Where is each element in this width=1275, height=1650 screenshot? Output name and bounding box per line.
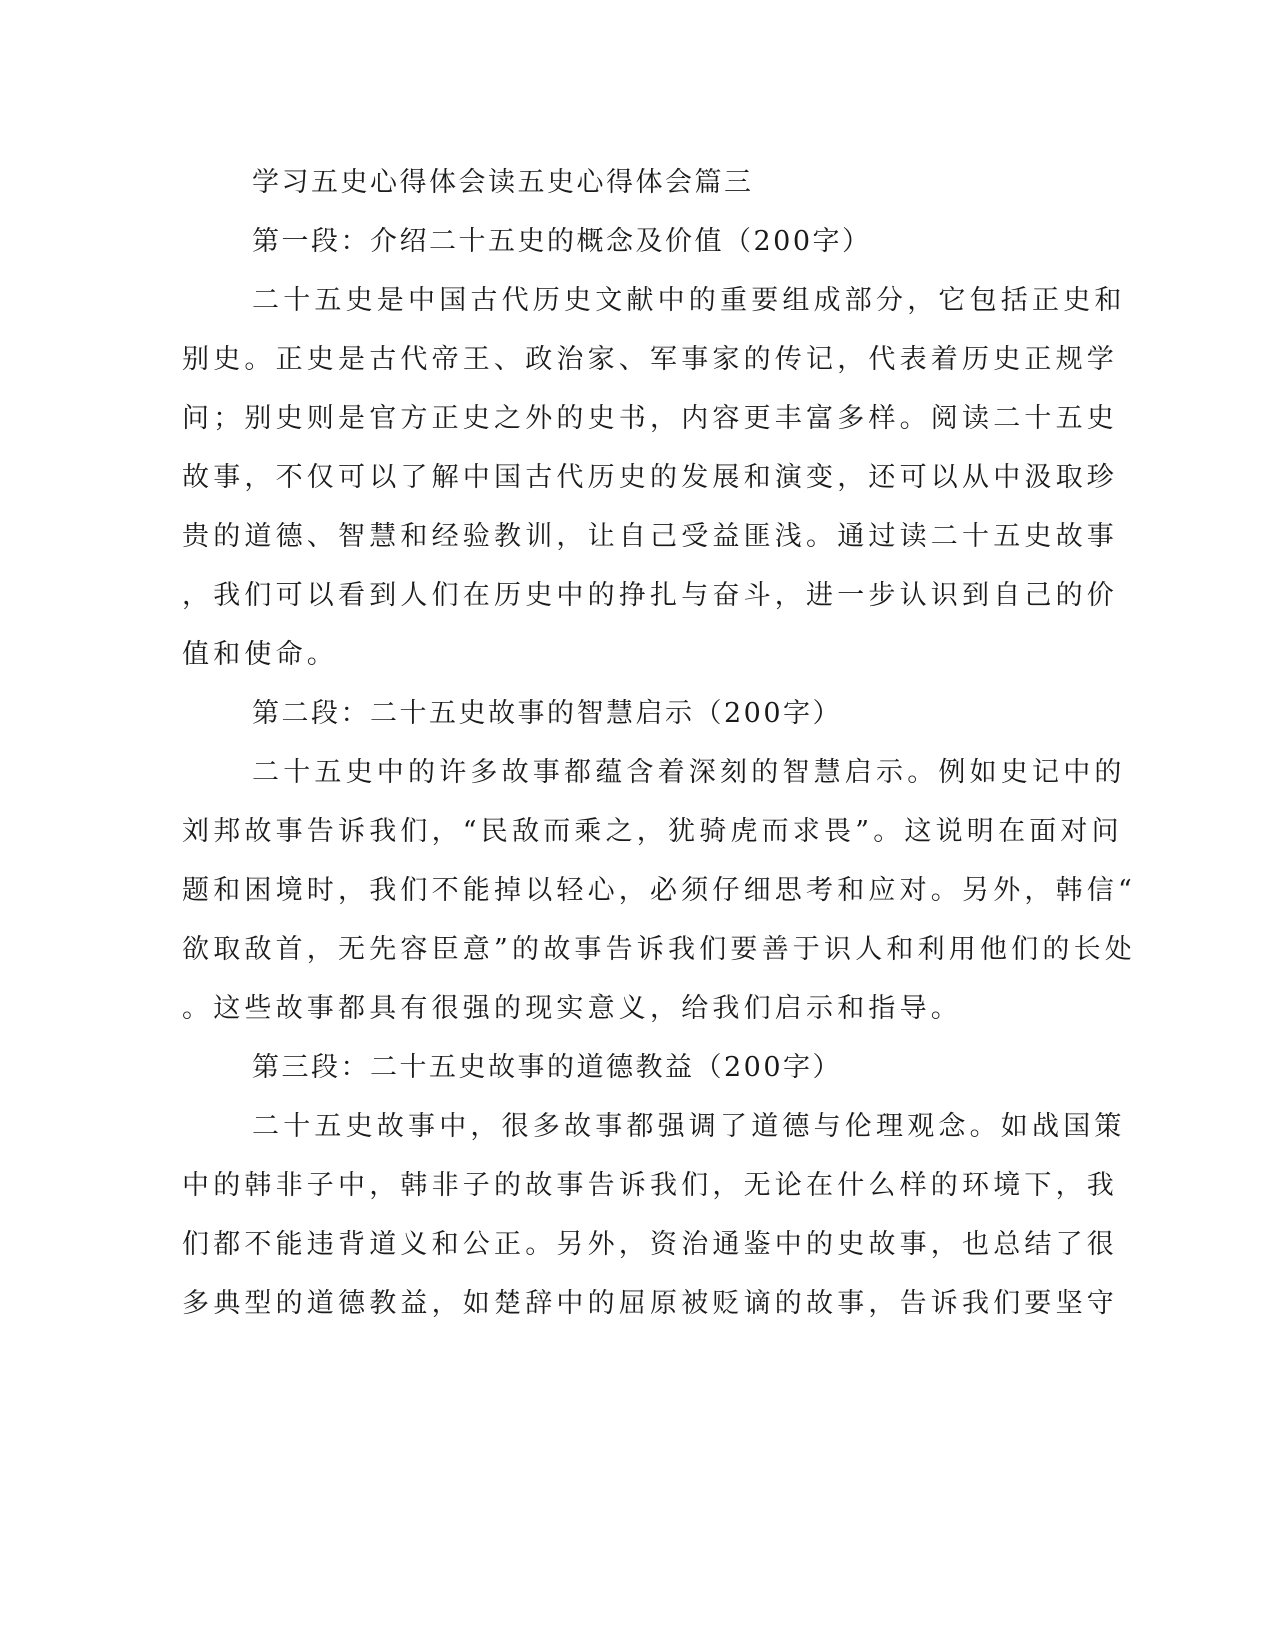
section-1-line-7: 值和使命。 [182,639,338,670]
section-1-line-4: 故事，不仅可以了解中国古代历史的发展和演变，还可以从中汲取珍 [182,462,1118,493]
section-2-heading: 第二段：二十五史故事的智慧启示（200字） [252,698,843,729]
section-2-line-5: 。这些故事都具有很强的现实意义，给我们启示和指导。 [182,993,962,1024]
section-3-heading: 第三段：二十五史故事的道德教益（200字） [252,1052,843,1083]
section-1-heading: 第一段：介绍二十五史的概念及价值（200字） [252,226,872,257]
section-3-line-3: 们都不能违背道义和公正。另外，资治通鉴中的史故事，也总结了很 [182,1229,1118,1260]
section-1-line-1: 二十五史是中国古代历史文献中的重要组成部分，它包括正史和 [252,285,1126,316]
section-3-line-4: 多典型的道德教益，如楚辞中的屈原被贬谪的故事，告诉我们要坚守 [182,1288,1118,1319]
section-2-line-4: 欲取敌首，无先容臣意”的故事告诉我们要善于识人和利用他们的长处 [182,934,1137,965]
section-3-line-1: 二十五史故事中，很多故事都强调了道德与伦理观念。如战国策 [252,1111,1126,1142]
document-title: 学习五史心得体会读五史心得体会篇三 [252,167,754,198]
section-1-line-3: 问；别史则是官方正史之外的史书，内容更丰富多样。阅读二十五史 [182,403,1118,434]
section-2-line-2: 刘邦故事告诉我们，“民敌而乘之，犹骑虎而求畏”。这说明在面对问 [182,816,1123,847]
section-2-line-1: 二十五史中的许多故事都蕴含着深刻的智慧启示。例如史记中的 [252,757,1126,788]
section-3-line-2: 中的韩非子中，韩非子的故事告诉我们，无论在什么样的环境下，我 [182,1170,1118,1201]
section-1-line-6: ，我们可以看到人们在历史中的挣扎与奋斗，进一步认识到自己的价 [182,580,1118,611]
section-1-line-2: 别史。正史是古代帝王、政治家、军事家的传记，代表着历史正规学 [182,344,1118,375]
section-1-line-5: 贵的道德、智慧和经验教训，让自己受益匪浅。通过读二十五史故事 [182,521,1118,552]
section-2-line-3: 题和困境时，我们不能掉以轻心，必须仔细思考和应对。另外，韩信“ [182,875,1137,906]
